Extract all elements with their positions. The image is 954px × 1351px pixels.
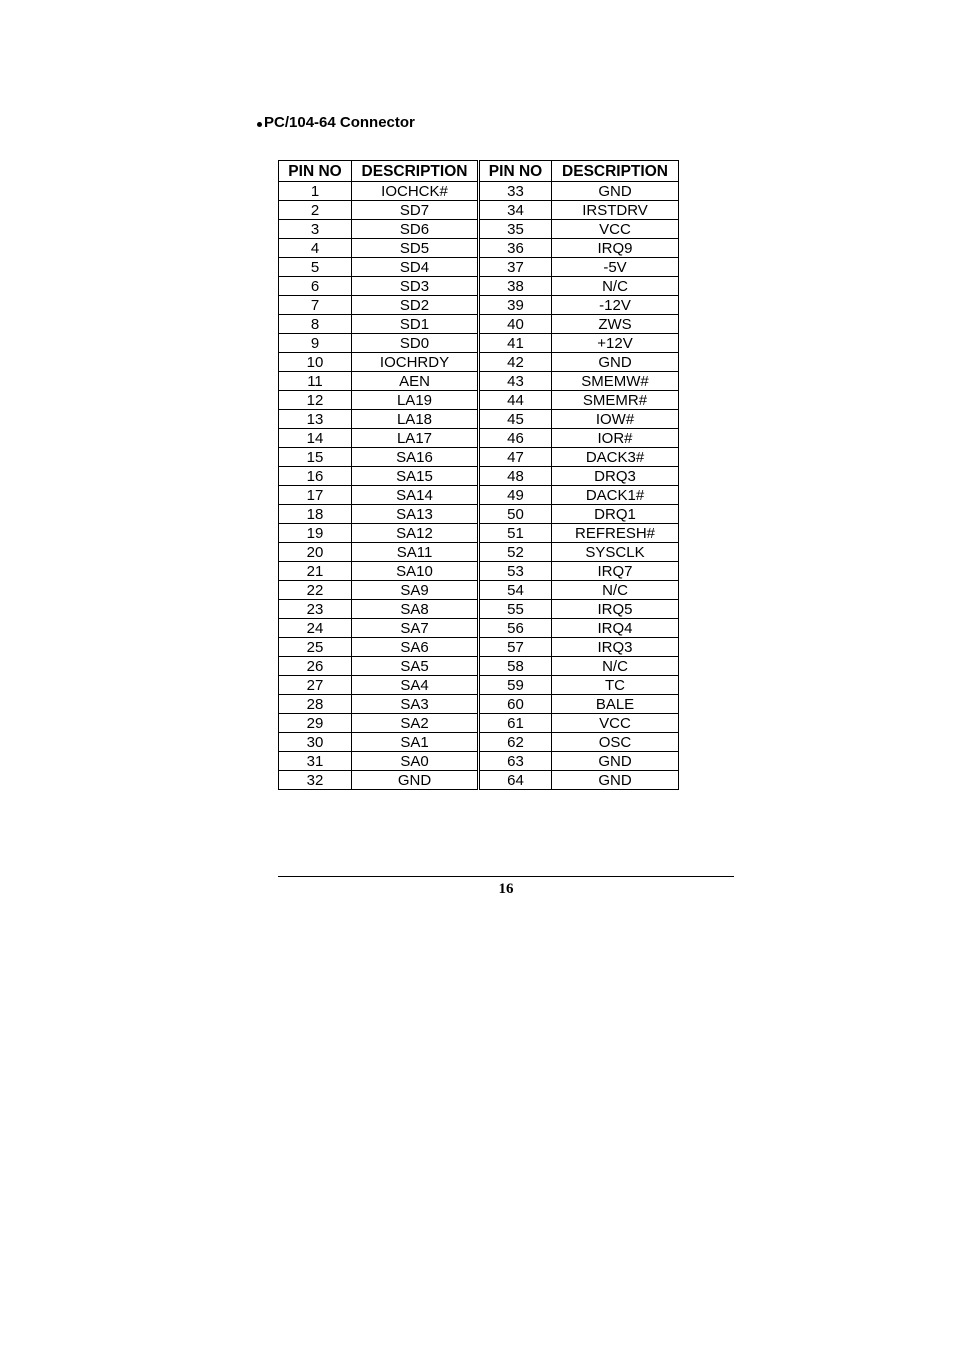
cell-pin-no-right: 49: [479, 486, 552, 505]
header-description-right: DESCRIPTION: [552, 161, 679, 182]
cell-pin-no-right: 35: [479, 220, 552, 239]
cell-description-left: SA3: [352, 695, 479, 714]
cell-pin-no-right: 61: [479, 714, 552, 733]
cell-description-right: BALE: [552, 695, 679, 714]
cell-description-left: IOCHCK#: [352, 182, 479, 201]
cell-description-right: GND: [552, 182, 679, 201]
table-row: [279, 315, 679, 334]
cell-description-left: SD1: [352, 315, 479, 334]
table-row: [279, 410, 679, 429]
table-row: [279, 600, 679, 619]
cell-pin-no-right: 59: [479, 676, 552, 695]
table-row: [279, 372, 679, 391]
table-row: [279, 638, 679, 657]
cell-pin-no-left: 27: [279, 676, 352, 695]
cell-pin-no-right: 63: [479, 752, 552, 771]
footer-rule: [278, 876, 734, 877]
table-row: [279, 752, 679, 771]
cell-description-right: IRQ5: [552, 600, 679, 619]
cell-description-right: TC: [552, 676, 679, 695]
table-row: [279, 296, 679, 315]
cell-pin-no-right: 51: [479, 524, 552, 543]
bullet-icon: [257, 122, 262, 127]
cell-description-left: SA5: [352, 657, 479, 676]
table-row: [279, 771, 679, 790]
cell-pin-no-right: 38: [479, 277, 552, 296]
cell-description-left: LA19: [352, 391, 479, 410]
cell-pin-no-right: 48: [479, 467, 552, 486]
cell-pin-no-right: 42: [479, 353, 552, 372]
cell-pin-no-left: 26: [279, 657, 352, 676]
cell-pin-no-right: 45: [479, 410, 552, 429]
cell-pin-no-left: 23: [279, 600, 352, 619]
cell-description-left: GND: [352, 771, 479, 790]
cell-description-right: N/C: [552, 277, 679, 296]
table-row: [279, 505, 679, 524]
cell-description-right: GND: [552, 353, 679, 372]
cell-pin-no-right: 58: [479, 657, 552, 676]
cell-description-right: VCC: [552, 220, 679, 239]
cell-pin-no-left: 3: [279, 220, 352, 239]
cell-description-right: +12V: [552, 334, 679, 353]
cell-pin-no-right: 39: [479, 296, 552, 315]
table-row: [279, 619, 679, 638]
cell-pin-no-left: 32: [279, 771, 352, 790]
cell-pin-no-right: 40: [479, 315, 552, 334]
cell-description-left: SD2: [352, 296, 479, 315]
cell-pin-no-left: 8: [279, 315, 352, 334]
table-row: [279, 258, 679, 277]
header-pin-no-right: PIN NO: [479, 161, 552, 182]
table-row: [279, 220, 679, 239]
cell-description-right: DACK1#: [552, 486, 679, 505]
table-row: [279, 334, 679, 353]
table-row: [279, 733, 679, 752]
cell-pin-no-left: 19: [279, 524, 352, 543]
cell-pin-no-right: 33: [479, 182, 552, 201]
cell-pin-no-left: 2: [279, 201, 352, 220]
cell-description-left: SD3: [352, 277, 479, 296]
cell-pin-no-left: 13: [279, 410, 352, 429]
cell-description-right: -5V: [552, 258, 679, 277]
table-body: [279, 182, 679, 790]
cell-description-left: SA4: [352, 676, 479, 695]
table-row: [279, 543, 679, 562]
table-header-row: [279, 161, 679, 182]
pin-table: [278, 160, 679, 790]
table-row: [279, 467, 679, 486]
cell-description-right: IRQ7: [552, 562, 679, 581]
cell-pin-no-right: 44: [479, 391, 552, 410]
cell-description-left: SA14: [352, 486, 479, 505]
section-heading: [257, 114, 415, 131]
cell-description-right: SMEMR#: [552, 391, 679, 410]
cell-pin-no-left: 31: [279, 752, 352, 771]
table-row: [279, 277, 679, 296]
cell-description-left: SA0: [352, 752, 479, 771]
table-row: [279, 581, 679, 600]
cell-pin-no-left: 11: [279, 372, 352, 391]
cell-description-right: -12V: [552, 296, 679, 315]
cell-pin-no-left: 5: [279, 258, 352, 277]
cell-pin-no-right: 57: [479, 638, 552, 657]
cell-pin-no-left: 28: [279, 695, 352, 714]
cell-pin-no-right: 56: [479, 619, 552, 638]
cell-description-left: IOCHRDY: [352, 353, 479, 372]
cell-pin-no-left: 30: [279, 733, 352, 752]
cell-description-right: ZWS: [552, 315, 679, 334]
cell-description-right: GND: [552, 771, 679, 790]
cell-pin-no-left: 25: [279, 638, 352, 657]
cell-pin-no-right: 34: [479, 201, 552, 220]
cell-pin-no-left: 17: [279, 486, 352, 505]
cell-description-left: SA15: [352, 467, 479, 486]
cell-pin-no-right: 37: [479, 258, 552, 277]
cell-description-left: SA9: [352, 581, 479, 600]
table-row: [279, 657, 679, 676]
cell-description-right: SMEMW#: [552, 372, 679, 391]
cell-description-right: IOR#: [552, 429, 679, 448]
cell-pin-no-right: 47: [479, 448, 552, 467]
cell-description-left: SA16: [352, 448, 479, 467]
cell-description-right: DRQ3: [552, 467, 679, 486]
cell-pin-no-left: 7: [279, 296, 352, 315]
cell-description-right: REFRESH#: [552, 524, 679, 543]
cell-pin-no-left: 29: [279, 714, 352, 733]
cell-description-left: SA8: [352, 600, 479, 619]
cell-description-right: IRQ9: [552, 239, 679, 258]
cell-description-left: SD0: [352, 334, 479, 353]
cell-description-right: SYSCLK: [552, 543, 679, 562]
cell-description-left: SA1: [352, 733, 479, 752]
cell-pin-no-right: 50: [479, 505, 552, 524]
table-row: [279, 486, 679, 505]
cell-description-right: IRSTDRV: [552, 201, 679, 220]
cell-pin-no-right: 46: [479, 429, 552, 448]
cell-description-left: SA12: [352, 524, 479, 543]
cell-pin-no-left: 1: [279, 182, 352, 201]
cell-description-left: SA7: [352, 619, 479, 638]
table-row: [279, 353, 679, 372]
cell-pin-no-left: 12: [279, 391, 352, 410]
cell-pin-no-left: 14: [279, 429, 352, 448]
cell-description-left: SD6: [352, 220, 479, 239]
cell-description-right: IRQ4: [552, 619, 679, 638]
page-number: 16: [498, 881, 514, 897]
table-row: [279, 391, 679, 410]
cell-pin-no-right: 62: [479, 733, 552, 752]
cell-pin-no-left: 9: [279, 334, 352, 353]
table-row: [279, 695, 679, 714]
cell-pin-no-left: 10: [279, 353, 352, 372]
cell-description-right: N/C: [552, 657, 679, 676]
cell-pin-no-right: 43: [479, 372, 552, 391]
table-row: [279, 676, 679, 695]
table-row: [279, 201, 679, 220]
cell-pin-no-left: 18: [279, 505, 352, 524]
cell-description-left: SA10: [352, 562, 479, 581]
table-row: [279, 562, 679, 581]
cell-pin-no-left: 20: [279, 543, 352, 562]
cell-pin-no-right: 64: [479, 771, 552, 790]
cell-description-right: IRQ3: [552, 638, 679, 657]
table-row: [279, 239, 679, 258]
cell-pin-no-left: 15: [279, 448, 352, 467]
cell-description-right: VCC: [552, 714, 679, 733]
table-row: [279, 182, 679, 201]
cell-pin-no-left: 24: [279, 619, 352, 638]
cell-pin-no-left: 21: [279, 562, 352, 581]
table-row: [279, 448, 679, 467]
cell-description-left: LA17: [352, 429, 479, 448]
cell-description-left: SA2: [352, 714, 479, 733]
cell-pin-no-left: 22: [279, 581, 352, 600]
cell-pin-no-right: 41: [479, 334, 552, 353]
cell-pin-no-right: 36: [479, 239, 552, 258]
cell-description-left: AEN: [352, 372, 479, 391]
cell-pin-no-right: 60: [479, 695, 552, 714]
cell-description-left: SD4: [352, 258, 479, 277]
table-row: [279, 429, 679, 448]
table-row: [279, 524, 679, 543]
cell-description-right: DRQ1: [552, 505, 679, 524]
table-row: [279, 714, 679, 733]
cell-pin-no-right: 52: [479, 543, 552, 562]
cell-description-right: GND: [552, 752, 679, 771]
cell-pin-no-left: 16: [279, 467, 352, 486]
section-title: PC/104-64 Connector: [264, 114, 415, 131]
cell-description-left: SA11: [352, 543, 479, 562]
cell-pin-no-left: 4: [279, 239, 352, 258]
cell-description-left: SD5: [352, 239, 479, 258]
cell-description-left: LA18: [352, 410, 479, 429]
cell-description-right: DACK3#: [552, 448, 679, 467]
header-pin-no-left: PIN NO: [279, 161, 352, 182]
cell-description-right: OSC: [552, 733, 679, 752]
cell-description-left: SA6: [352, 638, 479, 657]
cell-description-right: IOW#: [552, 410, 679, 429]
cell-pin-no-right: 53: [479, 562, 552, 581]
cell-pin-no-right: 55: [479, 600, 552, 619]
cell-description-left: SA13: [352, 505, 479, 524]
cell-pin-no-right: 54: [479, 581, 552, 600]
header-description-left: DESCRIPTION: [352, 161, 479, 182]
cell-description-left: SD7: [352, 201, 479, 220]
cell-pin-no-left: 6: [279, 277, 352, 296]
cell-description-right: N/C: [552, 581, 679, 600]
